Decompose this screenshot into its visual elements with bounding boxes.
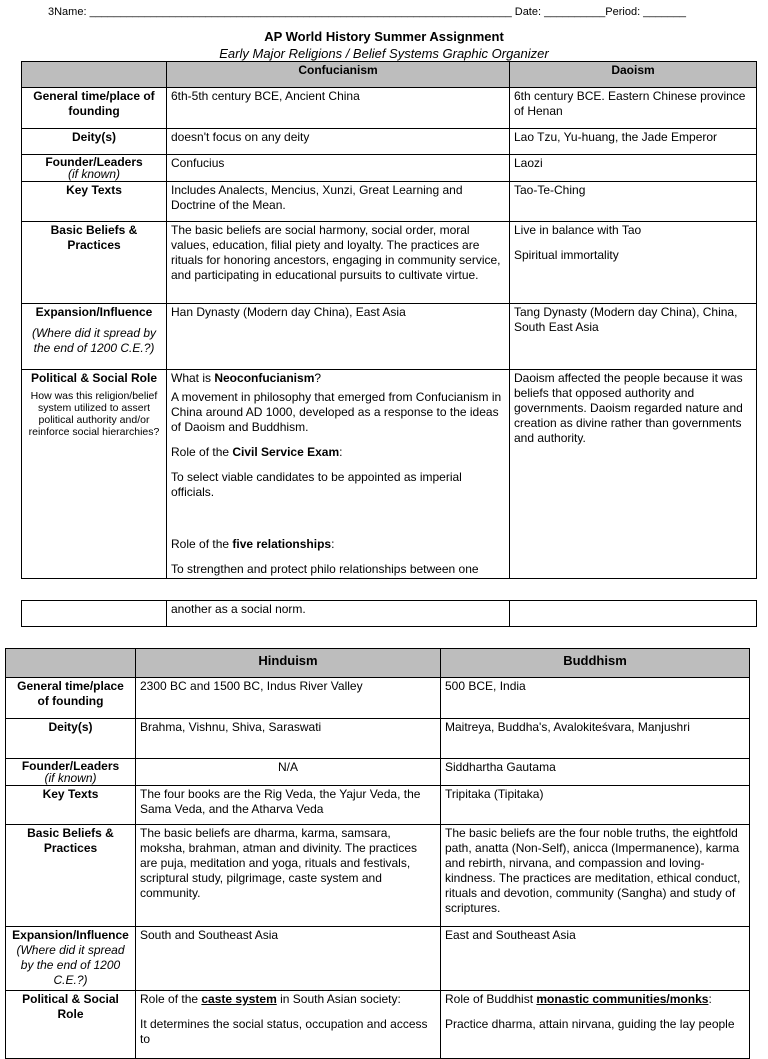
row-label-expansion [6,927,136,991]
row-label-founder [22,155,167,182]
organizer-table-continuation [21,600,757,627]
expansion-label: Expansion/Influence [12,928,129,942]
table-row [6,825,750,927]
table-row [22,88,757,129]
cell-daoism-expansion: Tang Dynasty (Modern day China), China, South East Asia [510,304,757,370]
expansion-label: Expansion/Influence [35,305,153,319]
cell-buddhism-founding: 500 BCE, India [441,678,750,719]
column-header-blank [22,62,167,88]
question-monastic-communities: Role of Buddhist monastic communities/monks: [445,992,712,1006]
table-row [22,222,757,304]
table-row [6,927,750,991]
cell-buddhism-texts: Tripitaka (Tipitaka) [441,786,750,825]
answer-monastic-communities: Practice dharma, attain nirvana, guiding the lay people [445,1017,735,1031]
cell-hinduism-founder: N/A [136,759,441,786]
table-row [6,759,750,786]
political-label: Political & Social Role [30,371,158,385]
table-row [22,129,757,155]
row-label-expansion [22,304,167,370]
cell-daoism-texts: Tao-Te-Ching [510,182,757,222]
column-header-blank [6,649,136,678]
cell-continued-blank [510,601,757,627]
row-label-founding: General time/place of founding [22,88,167,129]
table-row [6,991,750,1059]
founder-sublabel: (if known) [44,771,97,785]
row-label-texts: Key Texts [6,786,136,825]
column-header-hinduism: Hinduism [136,649,441,678]
row-label-political [22,370,167,579]
row-label-political: Political & Social Role [6,991,136,1059]
cell-daoism-political: Daoism affected the people because it was beliefs that opposed authority and governments. Daoism regarded nature and creation as divine rather than governments and authority. [510,370,757,579]
question-caste-system: Role of the caste system in South Asian society: [140,992,401,1006]
founder-sublabel: (if known) [67,167,120,181]
cell-confucianism-founding: 6th-5th century BCE, Ancient China [167,88,510,129]
question-neoconfucianism: What is Neoconfucianism? [171,371,322,385]
column-header-confucianism: Confucianism [167,62,510,88]
cell-hinduism-political [136,991,441,1059]
daoism-belief-1: Live in balance with Tao [514,223,642,237]
column-header-buddhism: Buddhism [441,649,750,678]
table-row [22,182,757,222]
expansion-sublabel: (Where did it spread by the end of 1200 C.E.?) [16,943,125,987]
row-label-texts: Key Texts [22,182,167,222]
row-label-founding: General time/place of founding [6,678,136,719]
cell-confucianism-texts: Includes Analects, Mencius, Xunzi, Great Learning and Doctrine of the Mean. [167,182,510,222]
cell-hinduism-deity: Brahma, Vishnu, Shiva, Saraswati [136,719,441,759]
row-label-beliefs: Basic Beliefs & Practices [6,825,136,927]
cell-hinduism-expansion: South and Southeast Asia [136,927,441,991]
cell-buddhism-expansion: East and Southeast Asia [441,927,750,991]
cell-continued-text: another as a social norm. [167,601,510,627]
cell-hinduism-texts: The four books are the Rig Veda, the Yajur Veda, the Sama Veda, and the Atharva Veda [136,786,441,825]
table-row [22,370,757,579]
row-label-deity: Deity(s) [22,129,167,155]
cell-confucianism-expansion: Han Dynasty (Modern day China), East Asia [167,304,510,370]
cell-daoism-founder: Laozi [510,155,757,182]
organizer-table-confucianism-daoism [21,61,757,579]
founder-label: Founder/Leaders [21,759,120,773]
expansion-sublabel: (Where did it spread by the end of 1200 C.E.?) [31,326,157,355]
cell-continued-label [22,601,167,627]
table-row [22,304,757,370]
answer-neoconfucianism: A movement in philosophy that emerged from Confucianism in China around AD 1000, developed as a response to the ideas of Daoism and Buddhism. [171,390,502,434]
answer-five-relationships: To strengthen and protect philo relationships between one [171,562,479,576]
daoism-belief-2: Spiritual immortality [514,248,619,262]
founder-label: Founder/Leaders [45,155,143,169]
table-row [6,786,750,825]
cell-daoism-deity: Lao Tzu, Yu-huang, the Jade Emperor [510,129,757,155]
row-label-beliefs: Basic Beliefs & Practices [22,222,167,304]
cell-buddhism-founder: Siddhartha Gautama [441,759,750,786]
cell-confucianism-political [167,370,510,579]
question-five-relationships: Role of the five relationships: [171,537,335,551]
table-row [22,601,757,627]
table-row [6,678,750,719]
cell-confucianism-founder: Confucius [167,155,510,182]
organizer-table-hinduism-buddhism [5,648,750,1059]
political-note: How was this religion/belief system utilized to assert political authority and/or reinforce social hierarchies? [28,390,160,438]
cell-confucianism-deity: doesn't focus on any deity [167,129,510,155]
cell-daoism-beliefs [510,222,757,304]
cell-confucianism-beliefs: The basic beliefs are social harmony, social order, moral values, education, filial piety and loyalty. The practices are rituals for honoring ancestors, engaging in community service, and participating in educational pursuits to cultivate virtue. [167,222,510,304]
table-row [22,155,757,182]
answer-civil-service-exam: To select viable candidates to be appointed as imperial officials. [171,470,462,499]
cell-hinduism-beliefs: The basic beliefs are dharma, karma, samsara, moksha, brahman, atman and divinity. The practices are puja, meditation and yoga, rituals and festivals, scriptural study, pilgrimage, caste system and community. [136,825,441,927]
cell-buddhism-beliefs: The basic beliefs are the four noble truths, the eightfold path, anatta (Non-Self), anicca (Impermanence), karma and rebirth, nirvana, and compassion and loving-kindness. The practices are meditation, ethical conduct, rituals and devotion, community (Sangha) and study of scriptures. [441,825,750,927]
table-row [6,719,750,759]
cell-daoism-founding: 6th century BCE. Eastern Chinese province of Henan [510,88,757,129]
cell-buddhism-deity: Maitreya, Buddha's, Avalokiteśvara, Manjushri [441,719,750,759]
row-label-founder [6,759,136,786]
cell-hinduism-founding: 2300 BC and 1500 BC, Indus River Valley [136,678,441,719]
question-civil-service-exam: Role of the Civil Service Exam: [171,445,343,459]
name-date-period-line: 3Name: _____________________________________________________________________ Date: __________Period: _______ [48,6,687,18]
row-label-deity: Deity(s) [6,719,136,759]
column-header-daoism: Daoism [510,62,757,88]
page-subtitle: Early Major Religions / Belief Systems Graphic Organizer [219,46,549,61]
cell-buddhism-political [441,991,750,1059]
page-title: AP World History Summer Assignment [264,29,504,44]
answer-caste-system: It determines the social status, occupation and access to [140,1017,428,1046]
